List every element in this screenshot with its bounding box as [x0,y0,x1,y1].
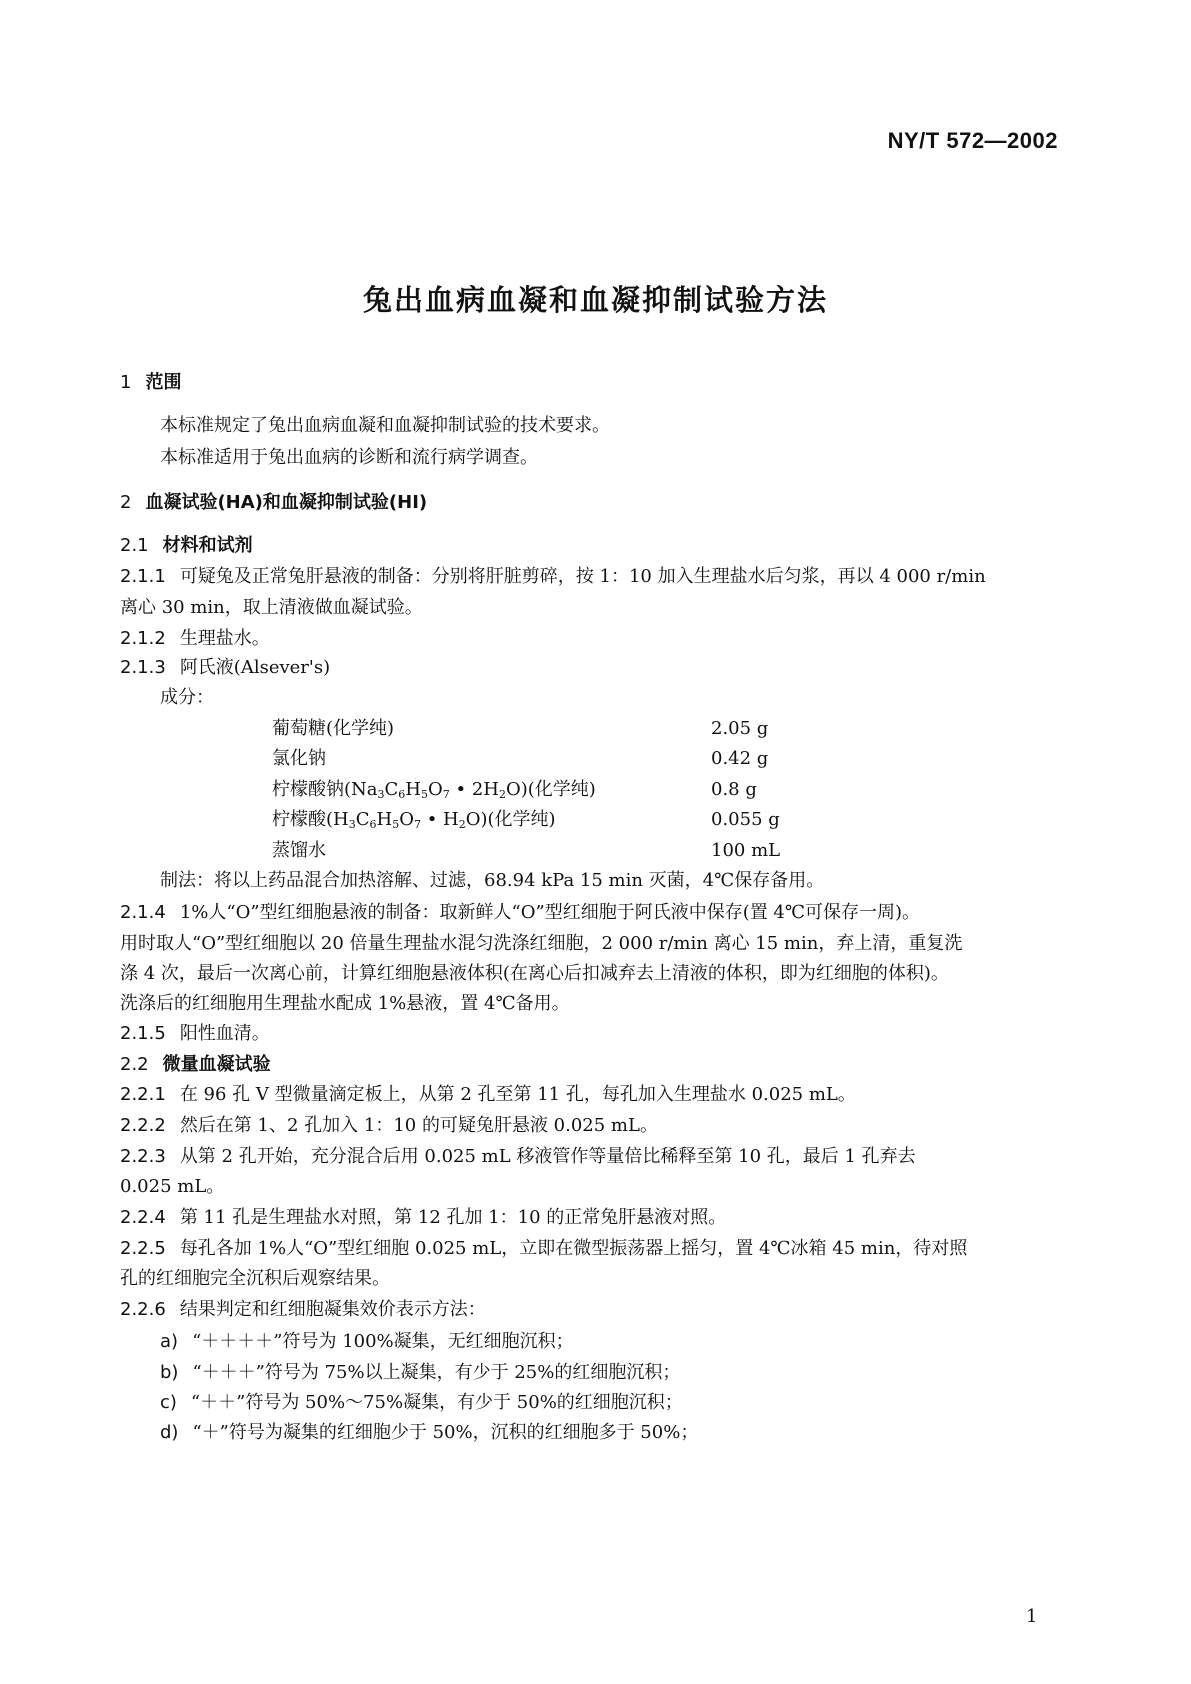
list-text: “＋＋”符号为 50%～75%凝集，有少于 50%的红细胞沉积； [190,1392,683,1413]
formula-subscript: 5 [421,788,428,801]
clause-2-1-4 [120,902,920,924]
component-amount: 0.42 g [711,748,769,769]
clause-text: 每孔各加 1%人“O”型红细胞 0.025 mL，立即在微型振荡器上摇匀，置 4℃冰箱 45 min，待对照 [179,1238,968,1259]
formula-part: H [405,779,421,800]
clause-2-1-1 [120,566,986,588]
formula-part: 柠檬酸(H [272,809,349,830]
clause-2-2-6 [120,1299,486,1321]
section-title: 范围 [145,372,182,393]
clause-text: 第 11 孔是生理盐水对照，第 12 孔加 1：10 的正常兔肝悬液对照。 [179,1207,727,1228]
preparation-method: 制法：将以上药品混合加热溶解、过滤，68.94 kPa 15 min 灭菌，4℃保存备用。 [160,870,825,891]
component-amount: 0.055 g [711,809,780,830]
subsection-2-1-heading [120,535,253,557]
clause-text-continued: 离心 30 min，取上清液做血凝试验。 [120,597,423,618]
formula-part: H [376,809,393,830]
list-label: b) [160,1362,179,1383]
clause-text-continued: 用时取人“O”型红细胞以 20 倍量生理盐水混匀洗涤红细胞，2 000 r/min 离心 15 min，弃上清，重复洗 [120,933,963,954]
clause-2-2-4 [120,1207,726,1229]
clause-2-1-3 [120,657,330,679]
section-number: 2 [120,492,132,513]
formula-subscript: 7 [413,818,421,831]
clause-text: 阳性血清。 [179,1023,270,1044]
formula-part: O)(化学纯) [505,779,596,800]
clause-number: 2.1.2 [120,628,166,649]
formula-subscript: 3 [348,818,356,831]
clause-title: 材料和试剂 [162,535,253,556]
clause-number: 2.1.1 [120,566,166,587]
clause-text: 结果判定和红细胞凝集效价表示方法： [179,1299,486,1320]
list-item [160,1331,574,1353]
formula-subscript: 5 [392,818,400,831]
list-text: “＋＋＋”符号为 75%以上凝集，有少于 25%的红细胞沉积； [192,1362,681,1383]
list-label: c) [160,1392,177,1413]
clause-text-continued: 孔的红细胞完全沉积后观察结果。 [120,1268,390,1289]
clause-number: 2.1.5 [120,1023,166,1044]
section-title: 血凝试验(HA)和血凝抑制试验(HI) [145,492,428,513]
clause-2-2-1 [120,1084,856,1106]
list-text: “＋＋＋＋”符号为 100%凝集，无红细胞沉积； [192,1331,574,1352]
formula-subscript: 2 [498,788,506,801]
clause-number: 2.2.2 [120,1115,166,1136]
clause-title: 微量血凝试验 [162,1054,271,1075]
component-name: 蒸馏水 [272,840,326,861]
list-item [160,1362,680,1384]
clause-2-1-5 [120,1023,270,1045]
component-name [272,809,556,831]
component-amount: 2.05 g [711,718,769,739]
clause-text: 从第 2 孔开始，充分混合后用 0.025 mL 移液管作等量倍比稀释至第 10 孔，最后 1 孔弃去 [179,1146,916,1167]
formula-subscript: 6 [369,818,377,831]
list-label: d) [160,1422,179,1443]
clause-number: 2.2.4 [120,1207,166,1228]
clause-number: 2.2.3 [120,1146,166,1167]
formula-part: C [355,809,370,830]
page-number: 1 [1026,1606,1038,1627]
formula-part: O)(化学纯) [465,809,556,830]
clause-text-continued: 涤 4 次，最后一次离心前，计算红细胞悬液体积(在离心后扣减弃去上清液的体积，即为红细胞的体积)。 [120,963,949,984]
clause-text: 生理盐水。 [179,628,270,649]
clause-number: 2.2.6 [120,1299,166,1320]
formula-subscript: 3 [377,788,385,801]
clause-text: 阿氏液(Alsever's) [179,657,331,678]
clause-text: 在 96 孔 V 型微量滴定板上，从第 2 孔至第 11 孔，每孔加入生理盐水 0.025 mL。 [179,1084,856,1105]
list-text: “＋”符号为凝集的红细胞少于 50%，沉积的红细胞多于 50%； [192,1422,699,1443]
formula-part: O [399,809,414,830]
clause-text-continued: 洗涤后的红细胞用生理盐水配成 1%悬液，置 4℃备用。 [120,993,570,1014]
clause-number: 2.2 [120,1054,149,1075]
standard-number: NY/T 572—2002 [887,128,1058,153]
clause-text: 可疑兔及正常兔肝悬液的制备：分别将肝脏剪碎，按 1：10 加入生理盐水后匀浆，再以 4 000 r/min [179,566,986,587]
formula-part: O [428,779,443,800]
clause-2-2-3 [120,1146,916,1168]
clause-number: 2.2.1 [120,1084,166,1105]
section-2-heading [120,492,427,514]
section-1-heading [120,372,181,394]
formula-part: C [384,779,399,800]
list-item [160,1422,698,1444]
clause-2-2-2 [120,1115,658,1137]
clause-number: 2.1 [120,535,149,556]
list-item [160,1392,683,1414]
paragraph: 本标准适用于兔出血病的诊断和流行病学调查。 [160,447,538,468]
component-name: 氯化钠 [272,748,326,769]
section-number: 1 [120,372,132,393]
formula-subscript: 6 [398,788,406,801]
clause-2-1-2 [120,628,270,650]
formula-part: • 2H [449,779,499,800]
clause-number: 2.1.3 [120,657,166,678]
clause-number: 2.1.4 [120,902,166,923]
clause-number: 2.2.5 [120,1238,166,1259]
clause-text-continued: 0.025 mL。 [120,1176,225,1197]
component-name: 葡萄糖(化学纯) [272,718,395,739]
subsection-2-2-heading [120,1054,271,1076]
list-label: a) [160,1331,179,1352]
component-amount: 100 mL [711,840,781,861]
formula-part: 柠檬酸钠(Na [272,779,378,800]
clause-2-2-5 [120,1238,967,1260]
clause-text: 然后在第 1、2 孔加入 1：10 的可疑兔肝悬液 0.025 mL。 [179,1115,658,1136]
document-title: 兔出血病血凝和血凝抑制试验方法 [362,283,828,317]
component-amount: 0.8 g [711,779,757,800]
formula-subscript: 7 [442,788,450,801]
clause-text: 1%人“O”型红细胞悬液的制备：取新鲜人“O”型红细胞于阿氏液中保存(置 4℃可保存一周)。 [179,902,921,923]
formula-subscript: 2 [458,818,466,831]
formula-part: • H [420,809,459,830]
composition-label: 成分： [160,687,214,708]
component-name [272,779,596,801]
paragraph: 本标准规定了兔出血病血凝和血凝抑制试验的技术要求。 [160,415,610,436]
